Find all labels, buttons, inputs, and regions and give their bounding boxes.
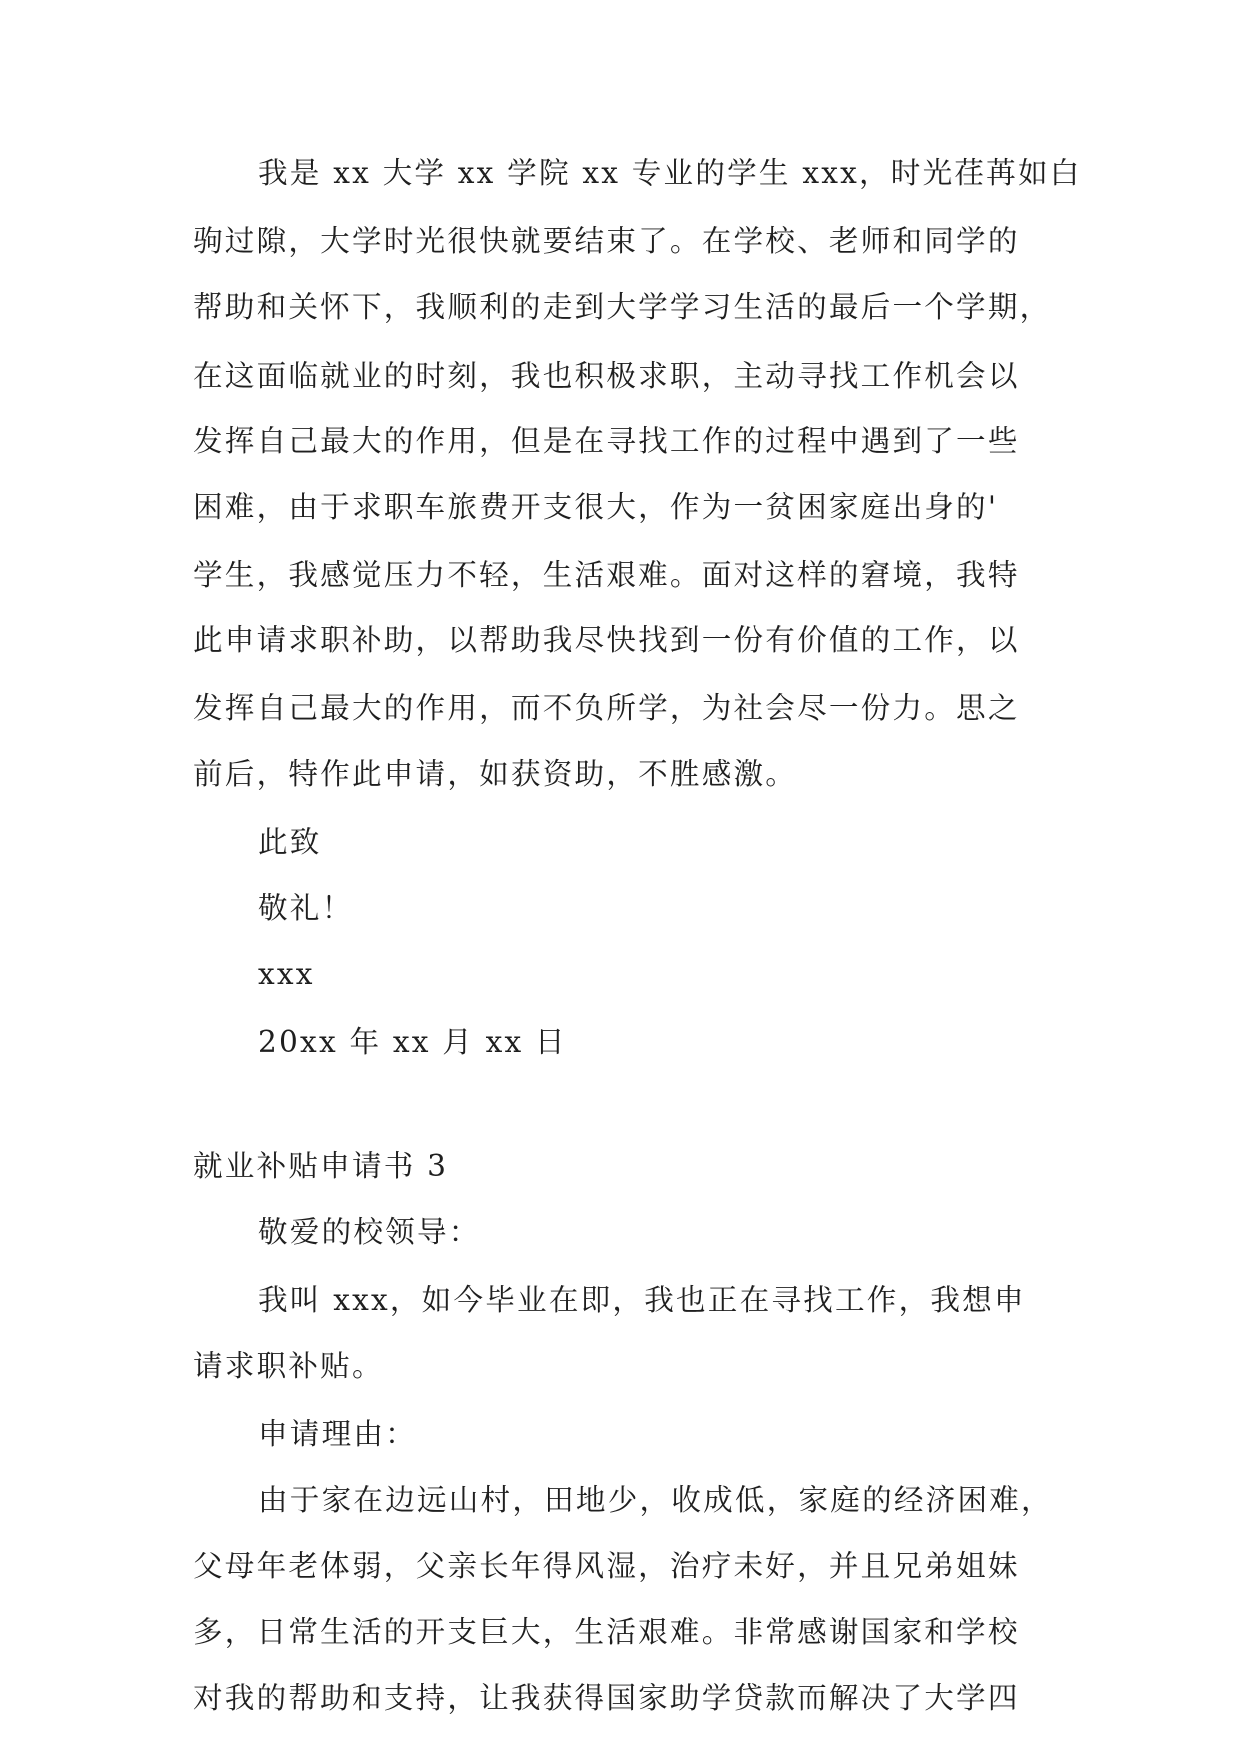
paragraph-line: 发挥自己最大的作用，但是在寻找工作的过程中遇到了一些 [193, 424, 1020, 458]
greeting: 敬爱的校领导： [258, 1215, 481, 1249]
paragraph-line: 发挥自己最大的作用，而不负所学，为社会尽一份力。思之 [193, 691, 1020, 725]
signature-name: xxx [258, 957, 315, 991]
paragraph-line: 对我的帮助和支持，让我获得国家助学贷款而解决了大学四 [193, 1681, 1020, 1715]
paragraph-line: 多，日常生活的开支巨大，生活艰难。非常感谢国家和学校 [193, 1615, 1020, 1649]
paragraph-line: 前后，特作此申请，如获资助，不胜感激。 [193, 757, 798, 791]
closing-salutation: 此致 [258, 825, 322, 859]
paragraph-line: 帮助和关怀下，我顺利的走到大学学习生活的最后一个学期， [193, 290, 1052, 324]
paragraph-line: 此申请求职补助，以帮助我尽快找到一份有价值的工作，以 [193, 623, 1020, 657]
closing-regards: 敬礼！ [258, 891, 354, 925]
paragraph-line: 请求职补贴。 [193, 1349, 384, 1383]
paragraph-line: 驹过隙，大学时光很快就要结束了。在学校、老师和同学的 [193, 224, 1020, 258]
signature-date: 20xx 年 xx 月 xx 日 [258, 1025, 567, 1059]
subheading: 申请理由： [258, 1417, 417, 1451]
section-title: 就业补贴申请书 3 [193, 1149, 449, 1183]
paragraph-line: 由于家在边远山村，田地少，收成低，家庭的经济困难， [258, 1483, 1053, 1517]
paragraph-line: 父母年老体弱，父亲长年得风湿，治疗未好，并且兄弟姐妹 [193, 1549, 1020, 1583]
paragraph-line: 在这面临就业的时刻，我也积极求职，主动寻找工作机会以 [193, 359, 1020, 393]
paragraph-line: 我叫 xxx，如今毕业在即，我也正在寻找工作，我想申 [258, 1283, 1026, 1317]
paragraph-line: 我是 xx 大学 xx 学院 xx 专业的学生 xxx，时光荏苒如白 [258, 156, 1082, 190]
paragraph-line: 学生，我感觉压力不轻，生活艰难。面对这样的窘境，我特 [193, 558, 1020, 592]
paragraph-line: 困难，由于求职车旅费开支很大，作为一贫困家庭出身的' [193, 490, 999, 524]
